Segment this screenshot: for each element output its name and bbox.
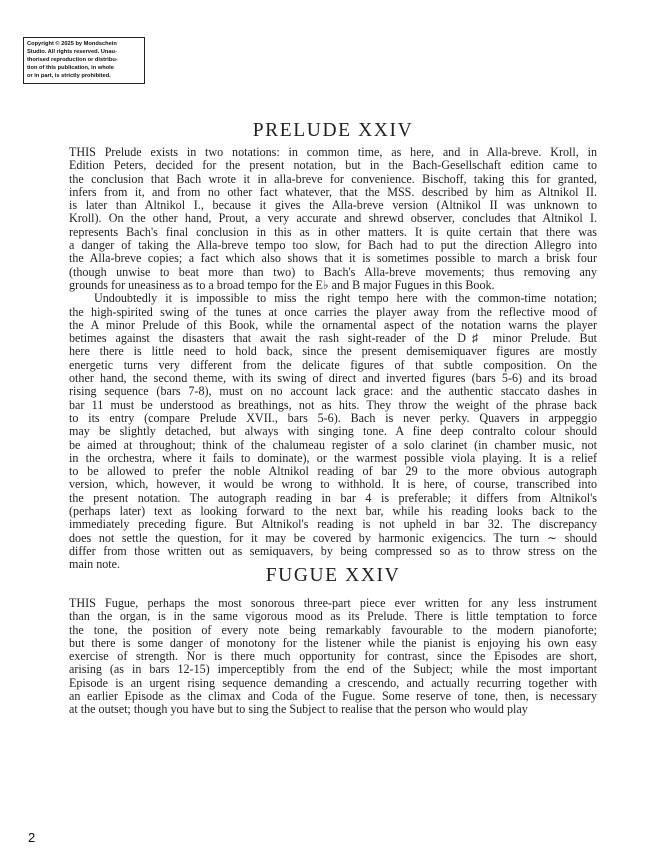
text-line: than the organ, is in the same vigorous mood as its Prelude. There is little temptation to force xyxy=(69,609,597,624)
text-line: does not settle the question, for it may be covered by harmonic exigencics. The turn ∼ should xyxy=(69,530,597,545)
text-line: Kroll). On the other hand, Prout, a very accurate and shrewd observer, concludes that Altnikol I. xyxy=(69,211,597,226)
text-line: THIS Fugue, perhaps the most sonorous three-part piece ever written for any less instrument xyxy=(69,596,597,610)
text-line: the A minor Prelude of this Book, while the ornamental aspect of the notation warns the player xyxy=(69,317,597,332)
text-line: at the outset; though you have but to sing the Subject to realise that the person who would play xyxy=(69,702,528,717)
text-line: immediately preceding figure. But Altnikol's reading is not upheld in bar 32. The discrepancy xyxy=(69,517,597,532)
text-line: to be allowed to prefer the noble Altnikol reading of bar 29 to the more obvious autograph xyxy=(69,464,597,479)
prelude-commentary xyxy=(69,146,597,572)
text-line: be aimed at throughout; think of the chalumeau register of a solo clarinet (in chamber music, not xyxy=(69,437,597,452)
text-line: in the orchestra, where it fails to dominate), or the warmest possible viola playing. It is a relief xyxy=(69,450,597,465)
page-number: 2 xyxy=(28,830,36,845)
text-line: betimes against the disasters that await the rash sight-reader of the D♯ minor Prelude. But xyxy=(69,331,597,346)
copyright-line: tion of this publication, in whole xyxy=(27,65,114,72)
text-line: THIS Prelude exists in two notations: in common time, as here, and in Alla-breve. Kroll, in xyxy=(69,145,597,159)
text-line: a danger of taking the Alla-breve tempo too slow, for Bach had to put the direction Allegro into xyxy=(69,238,597,253)
text-line: main note. xyxy=(69,557,121,572)
text-line: the tone, the position of every note being remarkably favourable to the modern pianoforte; xyxy=(69,622,597,637)
copyright-line: Copyright © 2025 by Mondschein xyxy=(27,41,117,47)
text-line: grounds for uneasiness as to a broad tempo for the E♭ and B major Fugues in this Book. xyxy=(69,277,495,292)
prelude-heading: PRELUDE XXIV xyxy=(252,120,414,141)
copyright-notice xyxy=(23,37,145,84)
text-line: rising sequence (bars 7-8), must on no account lack grace: and the authentic staccato dashes in xyxy=(69,384,597,399)
copyright-line: Studio. All rights reserved. Unau- xyxy=(27,49,117,56)
text-line: the present notation. The autograph reading in bar 4 is preferable; it differs from Altnikol's xyxy=(69,490,597,505)
copyright-line: or in part, is strictly prohibited. xyxy=(27,73,111,80)
text-line: infers from it, and from no other fact whatever, that the MSS. described by him as Altnikol II. xyxy=(69,184,597,199)
text-line: (though unwise to beat more than two) to Bach's Alla-breve movements; thus removing any xyxy=(69,264,597,279)
text-line: the conclusion that Bach wrote it in alla-breve for convenience. Bischoff, taking this for granted, xyxy=(69,171,597,186)
text-line: other hand, the second theme, with its swing of direct and inverted figures (bars 5-6) and its broad xyxy=(69,371,597,386)
text-line: exercise of strength. Nor is there much opportunity for contrast, since the Episodes are short, xyxy=(69,649,597,664)
fugue-commentary xyxy=(69,597,597,717)
text-line: version, which, however, it would be wrong to withhold. It is here, of course, transcribed into xyxy=(69,477,597,492)
fugue-heading: FUGUE XXIV xyxy=(265,565,401,586)
text-line: to its entry (compare Prelude XVII., bars 5-6). Bach is never perky. Quavers in arppeggio xyxy=(69,410,597,425)
text-line: the high-spirited swing of the tunes at once carries the player away from the reflective mood of xyxy=(69,304,597,319)
text-line: an earlier Episode as the climax and Coda of the Fugue. Some reserve of tone, then, is necessary xyxy=(69,689,597,704)
text-line: is later than Altnikol I., because it gives the Alla-breve version (Altnikol II was unknown to xyxy=(69,198,597,213)
text-line: Episode is an urgent rising sequence demanding a crescendo, and actually recurring together with xyxy=(69,675,597,690)
copyright-line: thorised reproduction or distribu- xyxy=(27,57,118,64)
text-line: energetic turns very different from the delicate figures of that subtle composition. On the xyxy=(69,357,597,372)
text-line: Edition Peters, decided for the present notation, but in the Bach-Gesellschaft edition came to xyxy=(69,158,597,173)
text-line: bar 11 must be understood as breathings, not as hits. They throw the weight of the phrase back xyxy=(69,397,597,412)
text-line: arising (as in bars 12-15) imperceptibly from the end of the Subject; while the most important xyxy=(69,662,597,677)
text-line: differ from those written out as semiquavers, by being compressed so as to throw stress on the xyxy=(69,543,597,558)
text-line: (perhaps later) text as looking forward to the next bar, while his reading looks back to the xyxy=(69,504,597,519)
text-line: Undoubtedly it is impossible to miss the right tempo here with the common-time notation; xyxy=(94,291,597,306)
text-line: here there is little need to hold back, since the present demisemiquaver figures are mostly xyxy=(69,344,597,359)
text-line: represents Bach's final conclusion in this as in other matters. It is quite certain that there was xyxy=(69,224,597,239)
text-line: the Alla-breve copies; a fact which also shows that it is sometimes possible to march a brisk four xyxy=(69,251,597,266)
text-line: may be slightly detached, but always with singing tone. A fine deep contralto colour should xyxy=(69,424,597,439)
text-line: but there is some danger of monotony for the listener while the pianist is enjoying his own easy xyxy=(69,635,597,650)
